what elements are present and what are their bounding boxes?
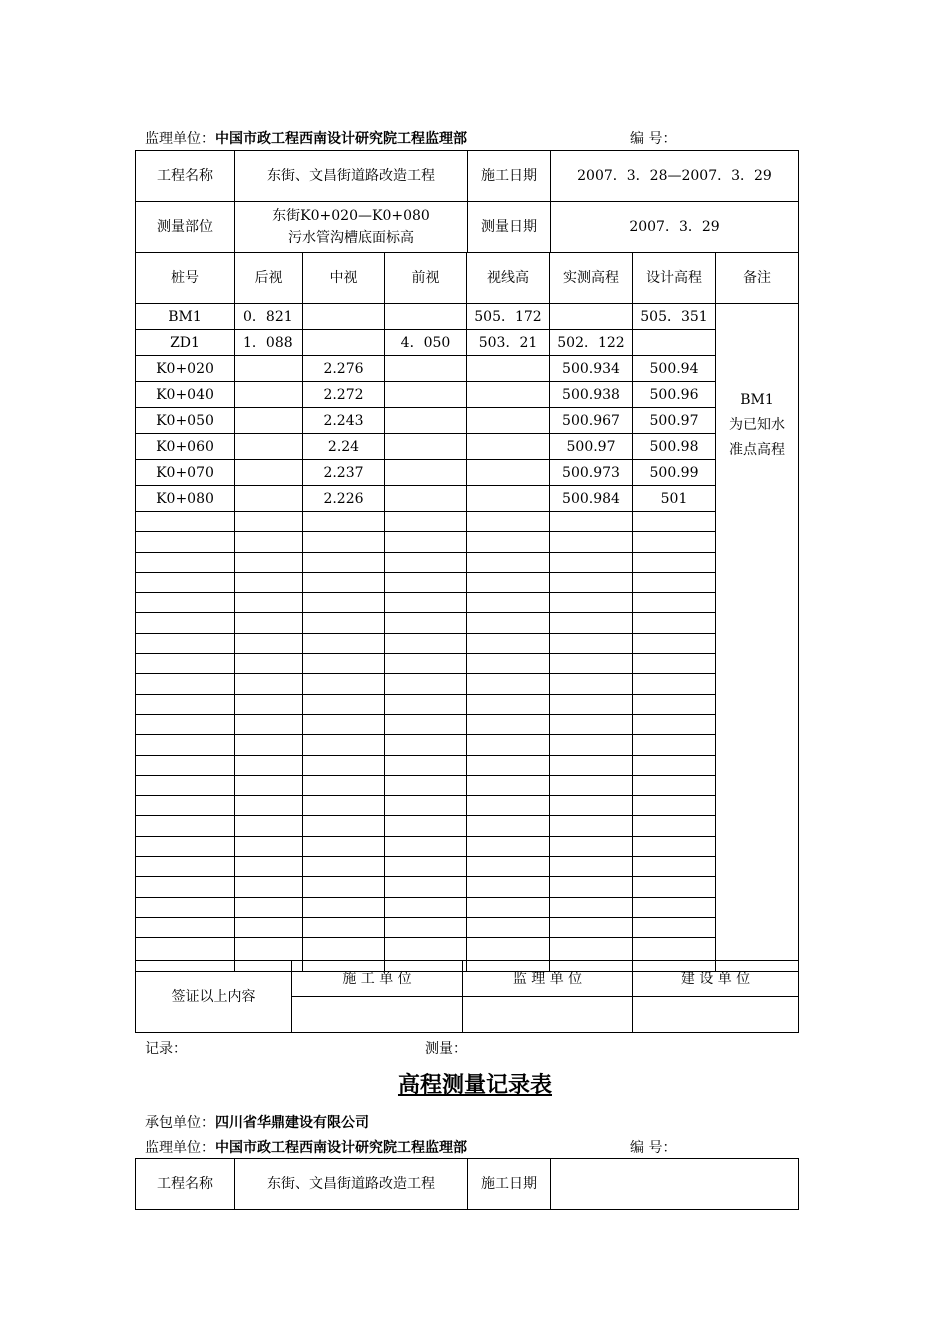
table-cell[interactable] [136, 674, 235, 694]
table-cell[interactable] [633, 552, 716, 572]
table-cell[interactable] [235, 836, 303, 856]
column-header: 视线高 [467, 253, 550, 304]
table-cell[interactable] [385, 735, 467, 755]
table-cell[interactable] [467, 572, 550, 592]
table-cell[interactable] [550, 633, 633, 653]
table-row [136, 857, 799, 877]
construction-unit-sign[interactable] [292, 997, 463, 1033]
table-cell[interactable] [136, 572, 235, 592]
owner-unit-label: 建 设 单 位 [633, 961, 799, 997]
table-cell[interactable] [235, 613, 303, 633]
table-cell[interactable] [385, 633, 467, 653]
table-cell[interactable] [235, 735, 303, 755]
table-cell[interactable] [385, 694, 467, 714]
table-cell[interactable] [467, 654, 550, 674]
table-row [136, 512, 799, 532]
project-name-label: 工程名称 [136, 151, 235, 202]
table-cell[interactable] [550, 512, 633, 532]
table-cell[interactable] [136, 735, 235, 755]
construction-unit-label: 施 工 单 位 [292, 961, 463, 997]
table-cell: 0．821 [235, 304, 303, 330]
project-name-label-2: 工程名称 [136, 1159, 235, 1210]
table-cell[interactable] [235, 897, 303, 917]
construction-date-label-2: 施工日期 [468, 1159, 551, 1210]
table-cell[interactable] [467, 613, 550, 633]
signature-table [135, 960, 799, 1033]
table-row [136, 460, 799, 486]
table-row [136, 775, 799, 795]
table-cell[interactable] [303, 572, 385, 592]
table-cell[interactable] [235, 512, 303, 532]
table-cell[interactable] [235, 532, 303, 552]
table-cell[interactable] [467, 593, 550, 613]
table-cell[interactable] [633, 613, 716, 633]
table-cell[interactable] [633, 674, 716, 694]
table-cell[interactable] [467, 816, 550, 836]
table-cell[interactable] [303, 775, 385, 795]
table-cell[interactable] [303, 816, 385, 836]
table-cell: 500.938 [550, 382, 633, 408]
table-cell[interactable] [136, 816, 235, 836]
table-cell: 501 [633, 486, 716, 512]
table-cell [550, 304, 633, 330]
table-cell[interactable] [385, 796, 467, 816]
table-cell[interactable] [385, 857, 467, 877]
table-cell[interactable] [235, 674, 303, 694]
table-cell [235, 434, 303, 460]
table-cell[interactable] [303, 593, 385, 613]
contractor-line [145, 1112, 369, 1132]
table-cell: 500.96 [633, 382, 716, 408]
table-cell[interactable] [633, 654, 716, 674]
table-cell[interactable] [550, 836, 633, 856]
table-row [136, 434, 799, 460]
table-row [136, 552, 799, 572]
table-cell: K0+060 [136, 434, 235, 460]
table-cell: K0+080 [136, 486, 235, 512]
data-table [135, 252, 799, 972]
table-cell [235, 460, 303, 486]
table-row [136, 486, 799, 512]
table-cell[interactable] [550, 796, 633, 816]
table-cell [467, 434, 550, 460]
table-cell [235, 382, 303, 408]
table-cell[interactable] [385, 816, 467, 836]
owner-unit-sign[interactable] [633, 997, 799, 1033]
supervision-unit-sign[interactable] [463, 997, 633, 1033]
table-cell[interactable] [235, 755, 303, 775]
table-cell: BM1 [136, 304, 235, 330]
table-cell[interactable] [385, 897, 467, 917]
table-cell: 500.98 [633, 434, 716, 460]
table-cell[interactable] [550, 755, 633, 775]
table-cell[interactable] [385, 755, 467, 775]
table-row [136, 714, 799, 734]
column-header: 中视 [303, 253, 385, 304]
remark-text: 为已知水准点高程 [729, 416, 785, 458]
table-cell [385, 434, 467, 460]
table-cell [385, 486, 467, 512]
table-row [136, 694, 799, 714]
table-cell[interactable] [633, 857, 716, 877]
measure-label: 测量： [425, 1041, 467, 1057]
table-cell [467, 382, 550, 408]
table-cell[interactable] [235, 775, 303, 795]
table-cell: 2.226 [303, 486, 385, 512]
project-name-2: 东街、文昌街道路改造工程 [235, 1159, 468, 1210]
table-cell[interactable] [467, 552, 550, 572]
table-cell[interactable] [385, 917, 467, 937]
table-row [136, 382, 799, 408]
table-row [136, 816, 799, 836]
table-cell: 500.967 [550, 408, 633, 434]
supervision-unit-label: 监 理 单 位 [463, 961, 633, 997]
column-header: 前视 [385, 253, 467, 304]
table-cell[interactable] [136, 775, 235, 795]
table-row [136, 836, 799, 856]
table-cell[interactable] [633, 775, 716, 795]
table-row [136, 796, 799, 816]
remark-cell [716, 304, 799, 972]
survey-date-label: 测量日期 [468, 202, 551, 253]
table-cell[interactable] [385, 836, 467, 856]
table-cell[interactable] [136, 613, 235, 633]
table-cell[interactable] [633, 796, 716, 816]
table-cell: 500.94 [633, 356, 716, 382]
table-cell[interactable] [467, 735, 550, 755]
table-cell[interactable] [235, 877, 303, 897]
table-cell [385, 356, 467, 382]
table-cell[interactable] [303, 654, 385, 674]
table-row [136, 593, 799, 613]
table-row [136, 532, 799, 552]
table-cell[interactable] [235, 917, 303, 937]
table-row [136, 917, 799, 937]
data-body [136, 304, 799, 972]
table-row [136, 408, 799, 434]
table-cell[interactable] [303, 552, 385, 572]
table-row [136, 755, 799, 775]
column-header: 备注 [716, 253, 799, 304]
table-cell [235, 408, 303, 434]
table-cell[interactable] [467, 836, 550, 856]
table-cell: ZD1 [136, 330, 235, 356]
table-cell[interactable] [235, 552, 303, 572]
table-cell [633, 330, 716, 356]
table-cell[interactable] [136, 755, 235, 775]
record-label: 记录： [145, 1041, 187, 1057]
table-cell[interactable] [633, 512, 716, 532]
survey-part-line1: 东街K0+020—K0+080 [272, 208, 430, 224]
contractor-label: 承包单位： [145, 1115, 215, 1131]
table-row [136, 572, 799, 592]
table-cell[interactable] [550, 572, 633, 592]
table-cell[interactable] [385, 775, 467, 795]
table-cell[interactable] [467, 755, 550, 775]
table-cell[interactable] [235, 796, 303, 816]
table-cell[interactable] [136, 836, 235, 856]
table-cell[interactable] [467, 714, 550, 734]
table-cell[interactable] [136, 512, 235, 532]
table-cell: 2.243 [303, 408, 385, 434]
table-cell[interactable] [303, 857, 385, 877]
table-cell: 1．088 [235, 330, 303, 356]
table-cell[interactable] [385, 877, 467, 897]
table-cell[interactable] [136, 917, 235, 937]
table-cell[interactable] [136, 897, 235, 917]
table-cell[interactable] [633, 532, 716, 552]
table-cell[interactable] [550, 897, 633, 917]
table-cell: 505．172 [467, 304, 550, 330]
table-cell[interactable] [467, 512, 550, 532]
table-cell[interactable] [303, 633, 385, 653]
table-cell: 500.99 [633, 460, 716, 486]
table-cell[interactable] [385, 512, 467, 532]
survey-part [235, 202, 468, 253]
table-cell[interactable] [550, 674, 633, 694]
table-cell[interactable] [303, 755, 385, 775]
table-cell[interactable] [303, 674, 385, 694]
table-cell[interactable] [633, 633, 716, 653]
table-cell[interactable] [633, 897, 716, 917]
table-cell[interactable] [467, 694, 550, 714]
construction-date-label: 施工日期 [468, 151, 551, 202]
table-cell[interactable] [550, 917, 633, 937]
table-cell: 2.24 [303, 434, 385, 460]
table-cell[interactable] [303, 836, 385, 856]
table-cell[interactable] [136, 694, 235, 714]
table-row [136, 654, 799, 674]
table-cell[interactable] [136, 633, 235, 653]
supervisor-name-2: 中国市政工程西南设计研究院工程监理部 [215, 1140, 467, 1156]
table-cell[interactable] [385, 572, 467, 592]
table-cell [467, 486, 550, 512]
table-cell[interactable] [303, 694, 385, 714]
table-cell[interactable] [633, 755, 716, 775]
header-table [135, 150, 799, 253]
table-cell[interactable] [235, 593, 303, 613]
table-cell[interactable] [385, 532, 467, 552]
column-header: 实测高程 [550, 253, 633, 304]
survey-part-label: 测量部位 [136, 202, 235, 253]
table-cell: K0+040 [136, 382, 235, 408]
table-cell: 500.934 [550, 356, 633, 382]
table-cell[interactable] [633, 877, 716, 897]
table-cell: K0+050 [136, 408, 235, 434]
table-cell[interactable] [467, 877, 550, 897]
table-cell: 2.276 [303, 356, 385, 382]
table-cell[interactable] [467, 633, 550, 653]
table-cell [467, 460, 550, 486]
table-cell[interactable] [467, 532, 550, 552]
column-header: 桩号 [136, 253, 235, 304]
signature-label: 签证以上内容 [136, 961, 292, 1033]
table-cell[interactable] [136, 714, 235, 734]
table-cell[interactable] [550, 816, 633, 836]
table-cell[interactable] [303, 735, 385, 755]
table-cell[interactable] [303, 714, 385, 734]
table-cell[interactable] [633, 593, 716, 613]
table-cell[interactable] [235, 857, 303, 877]
table-cell[interactable] [136, 857, 235, 877]
table-cell [385, 408, 467, 434]
table-cell[interactable] [633, 816, 716, 836]
construction-date-2[interactable] [551, 1159, 799, 1210]
table-cell[interactable] [136, 877, 235, 897]
column-header-row [136, 253, 799, 304]
table-cell: 2.237 [303, 460, 385, 486]
table-cell[interactable] [136, 654, 235, 674]
table-cell[interactable] [550, 877, 633, 897]
table-cell[interactable] [385, 674, 467, 694]
table-cell [385, 460, 467, 486]
table-cell[interactable] [303, 917, 385, 937]
table-cell[interactable] [235, 654, 303, 674]
table-cell: K0+020 [136, 356, 235, 382]
table-cell[interactable] [550, 593, 633, 613]
table-cell[interactable] [550, 714, 633, 734]
table-cell: K0+070 [136, 460, 235, 486]
supervisor-label-2: 监理单位： [145, 1140, 215, 1156]
table-cell: 500.97 [633, 408, 716, 434]
table-row [136, 877, 799, 897]
table-cell: 2.272 [303, 382, 385, 408]
table-cell[interactable] [550, 613, 633, 633]
table-cell[interactable] [303, 877, 385, 897]
table-cell[interactable] [550, 552, 633, 572]
supervisor-line [145, 128, 467, 148]
table-cell: 505．351 [633, 304, 716, 330]
code-label-2: 编 号： [630, 1140, 677, 1156]
table-cell[interactable] [550, 654, 633, 674]
table-row [136, 613, 799, 633]
table-cell[interactable] [467, 897, 550, 917]
column-header: 后视 [235, 253, 303, 304]
table-cell[interactable] [235, 694, 303, 714]
table-cell[interactable] [136, 796, 235, 816]
table-cell[interactable] [550, 735, 633, 755]
supervisor-line-2 [145, 1137, 467, 1157]
table-row [136, 330, 799, 356]
table-cell[interactable] [385, 613, 467, 633]
survey-part-line2: 污水管沟槽底面标高 [288, 230, 414, 246]
table-cell[interactable] [136, 532, 235, 552]
table-cell[interactable] [385, 593, 467, 613]
table-cell[interactable] [633, 694, 716, 714]
table-cell[interactable] [303, 897, 385, 917]
table-cell[interactable] [633, 917, 716, 937]
table-cell[interactable] [550, 857, 633, 877]
table-cell[interactable] [303, 613, 385, 633]
table-cell[interactable] [467, 775, 550, 795]
table-cell[interactable] [467, 796, 550, 816]
table-cell [235, 486, 303, 512]
table-cell [385, 382, 467, 408]
table-cell [467, 408, 550, 434]
table-cell: 500.97 [550, 434, 633, 460]
table-cell[interactable] [303, 512, 385, 532]
table-cell [235, 356, 303, 382]
table-cell[interactable] [633, 735, 716, 755]
table-cell[interactable] [385, 654, 467, 674]
form-title: 高程测量记录表 [397, 1073, 552, 1098]
code-label: 编 号： [630, 131, 677, 147]
table-cell[interactable] [235, 633, 303, 653]
table-cell[interactable] [467, 857, 550, 877]
table-cell[interactable] [550, 694, 633, 714]
table-cell[interactable] [633, 572, 716, 592]
table-cell[interactable] [550, 775, 633, 795]
table-cell: 500.973 [550, 460, 633, 486]
table-cell[interactable] [467, 674, 550, 694]
survey-date: 2007．3．29 [551, 202, 799, 253]
supervisor-label: 监理单位： [145, 131, 215, 147]
table-cell[interactable] [633, 836, 716, 856]
table-cell [303, 330, 385, 356]
table-cell[interactable] [633, 714, 716, 734]
table-row [136, 304, 799, 330]
project-name: 东街、文昌街道路改造工程 [235, 151, 468, 202]
table-cell [385, 304, 467, 330]
table-row [136, 897, 799, 917]
table-cell[interactable] [235, 816, 303, 836]
table-cell[interactable] [303, 796, 385, 816]
table-row [136, 735, 799, 755]
table-cell[interactable] [385, 714, 467, 734]
table-cell[interactable] [136, 593, 235, 613]
table-row [136, 356, 799, 382]
table-cell[interactable] [385, 552, 467, 572]
table-cell [303, 304, 385, 330]
table-cell[interactable] [550, 532, 633, 552]
table-row [136, 674, 799, 694]
table-cell[interactable] [303, 532, 385, 552]
header-table-2 [135, 1158, 799, 1210]
table-cell[interactable] [467, 917, 550, 937]
column-header: 设计高程 [633, 253, 716, 304]
table-row [136, 633, 799, 653]
construction-date: 2007．3．28—2007．3．29 [551, 151, 799, 202]
remark-bm: BM1 [740, 391, 774, 408]
table-cell[interactable] [136, 552, 235, 572]
table-cell: 4．050 [385, 330, 467, 356]
table-cell: 503．21 [467, 330, 550, 356]
table-cell: 502．122 [550, 330, 633, 356]
supervisor-name: 中国市政工程西南设计研究院工程监理部 [215, 131, 467, 147]
contractor-name: 四川省华鼎建设有限公司 [215, 1115, 369, 1131]
table-cell[interactable] [235, 714, 303, 734]
table-cell: 500.984 [550, 486, 633, 512]
table-cell [467, 356, 550, 382]
table-cell[interactable] [235, 572, 303, 592]
